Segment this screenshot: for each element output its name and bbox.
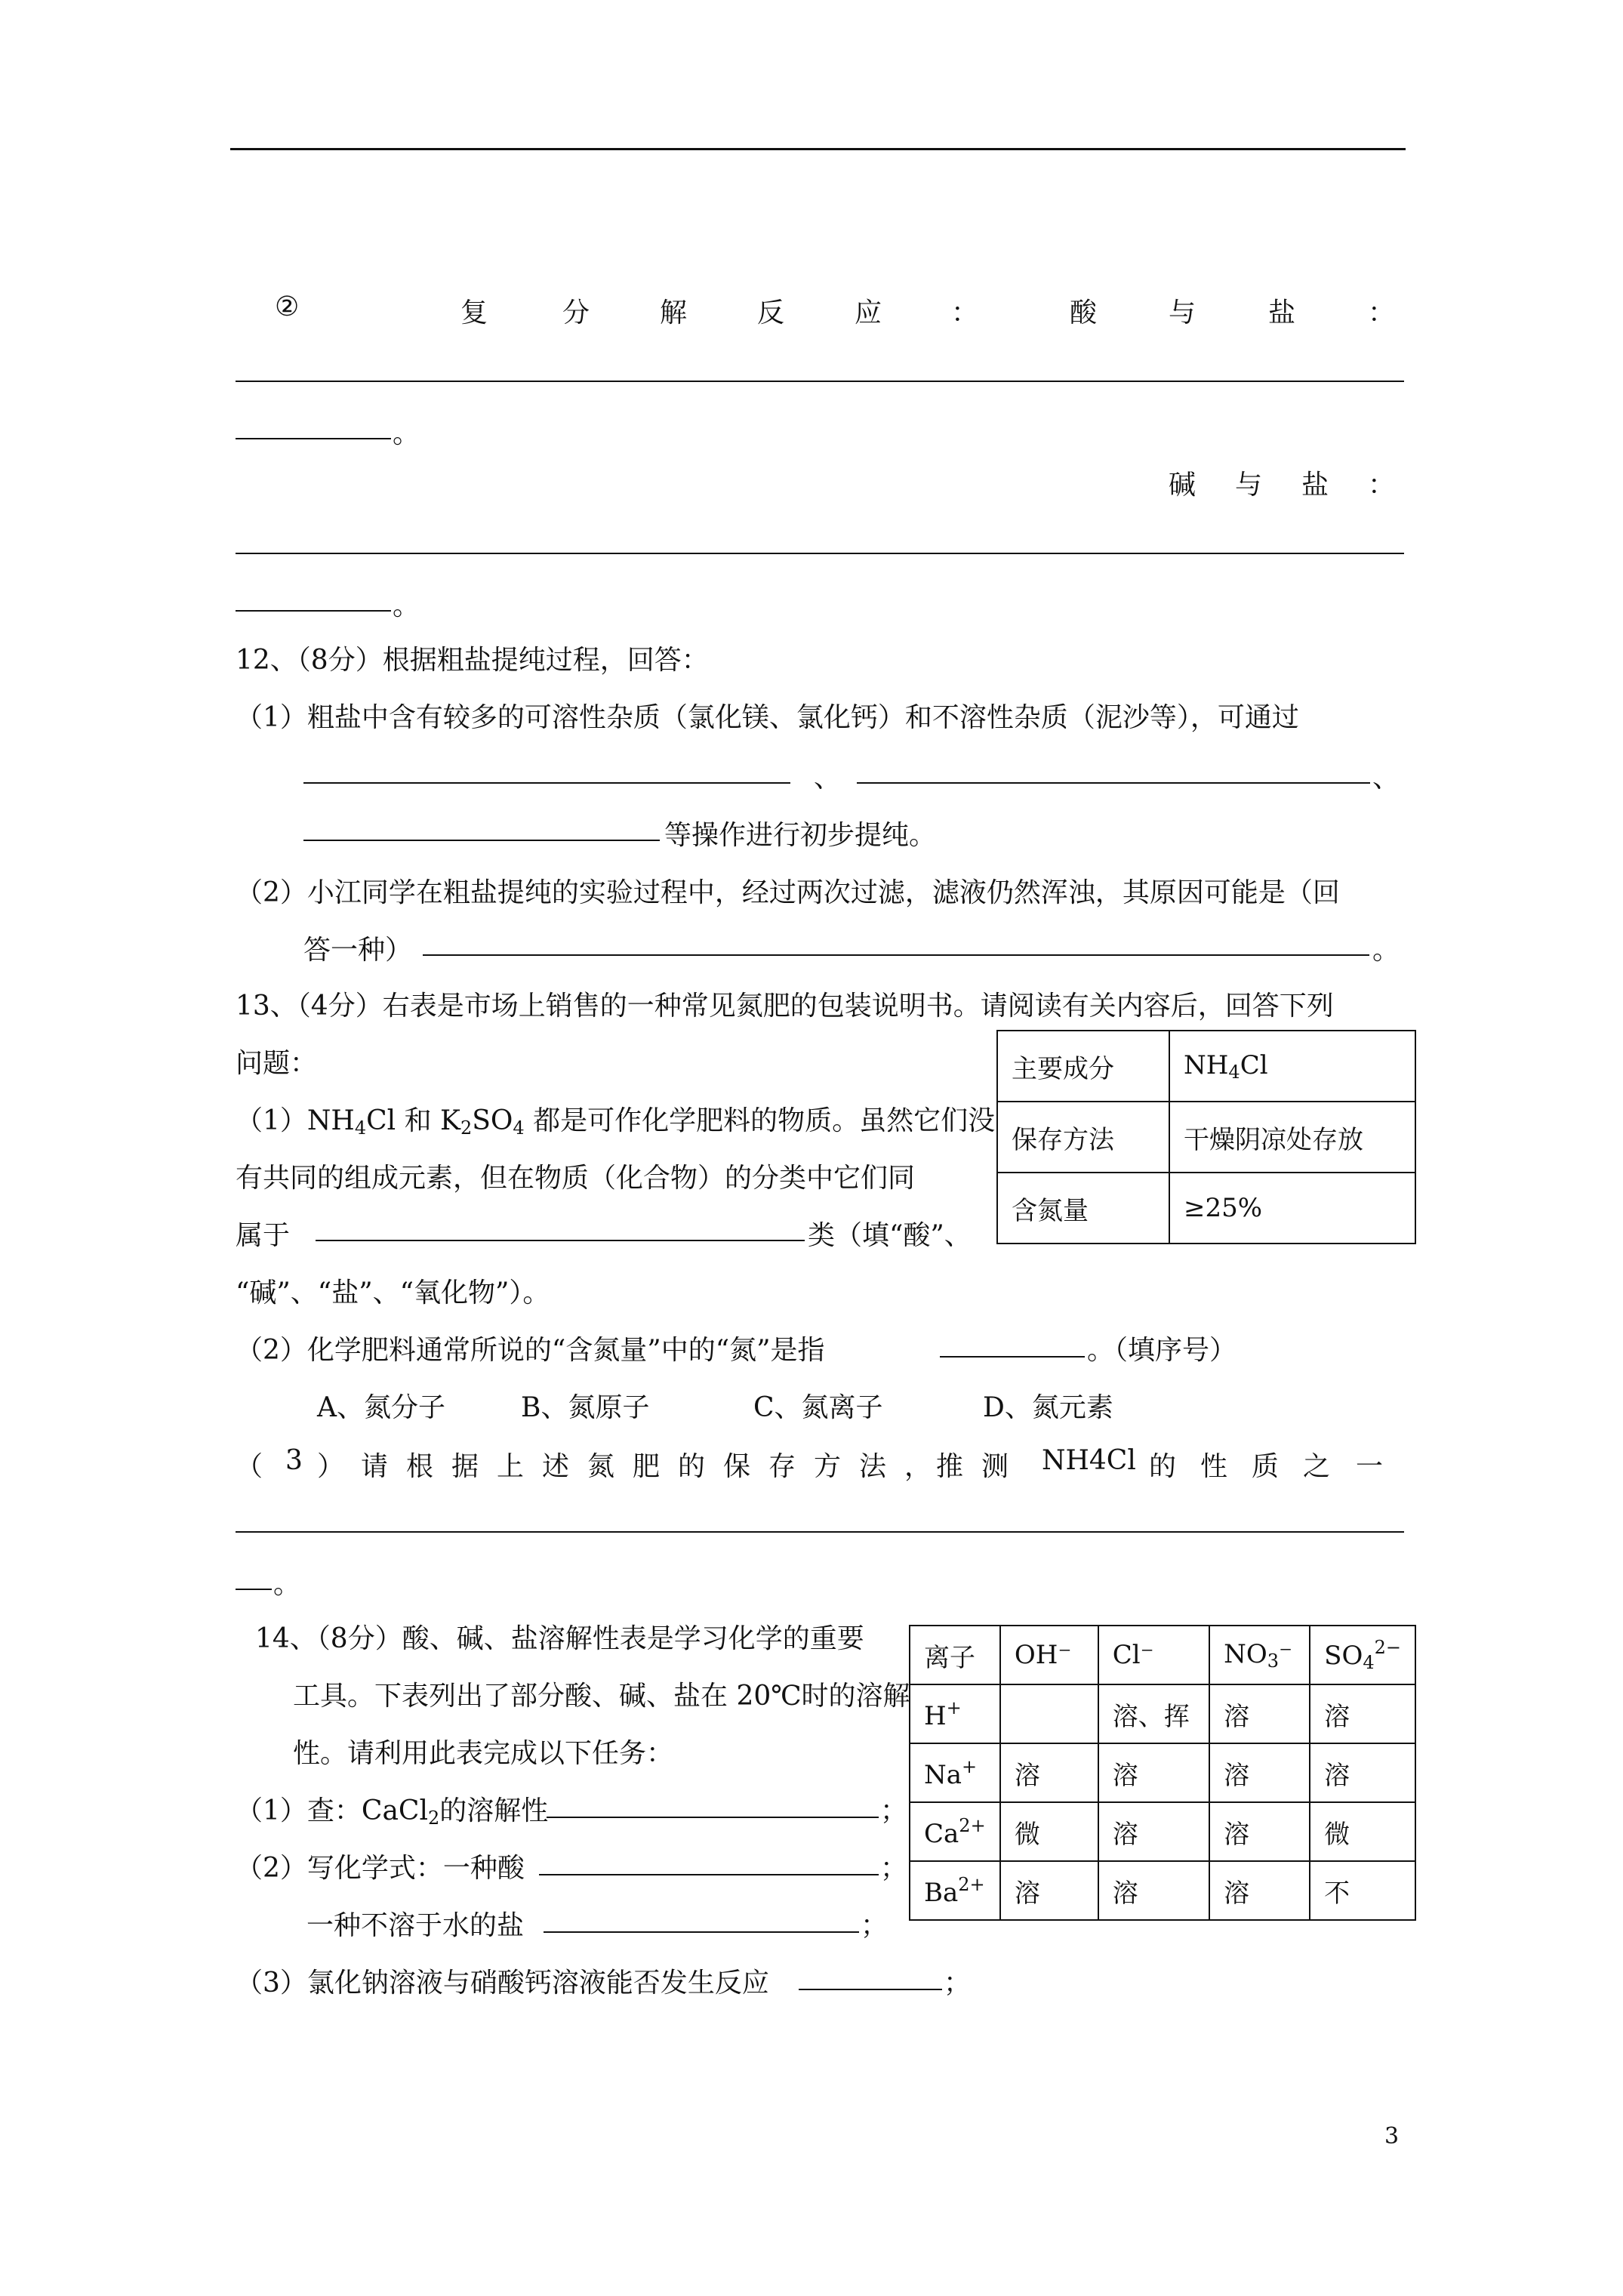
table-header: $SO_4^{2-}$	[1310, 1626, 1415, 1684]
q11-char: ：	[1368, 297, 1396, 328]
table-row	[910, 1684, 1415, 1743]
q13-p1-line4: “碱”、“盐”、“氧化物”）。	[236, 1277, 550, 1308]
q11-base-char: 碱	[1169, 470, 1196, 501]
ion-cell: $Ba^{2+}$	[910, 1861, 1000, 1920]
answer-line[interactable]	[539, 1874, 879, 1875]
q11-char: 酸	[1070, 297, 1098, 328]
q13-p3-char: ，	[904, 1451, 932, 1482]
semicolon: ；	[880, 1795, 908, 1826]
option-c: C、氮离子	[753, 1392, 883, 1423]
answer-line[interactable]	[236, 438, 391, 439]
answer-line[interactable]	[544, 1931, 859, 1933]
q11-base-char: 与	[1235, 470, 1263, 501]
table-cell: 溶、挥	[1098, 1684, 1209, 1743]
q13-p3-char: 据	[451, 1451, 479, 1482]
table-row	[910, 1861, 1415, 1920]
separator: 、	[1372, 763, 1400, 794]
table-cell: 溶	[1209, 1743, 1310, 1802]
table-cell: 微	[1310, 1802, 1415, 1861]
table-cell: 溶	[1098, 1743, 1209, 1802]
solubility-table	[909, 1625, 1416, 1921]
q13-p3-char: 存	[768, 1451, 796, 1482]
table-value: 干燥阴凉处存放	[1169, 1102, 1415, 1173]
semicolon: ；	[880, 1853, 908, 1884]
q13-p3-char: 请	[361, 1451, 389, 1482]
q13-p1: $(1)NH_4Cl$ 和 $K_2SO_4$ 都是可作化学肥料的物质。虽然它们没	[236, 1105, 996, 1139]
period: 。	[393, 590, 420, 621]
table-value: ≥25%	[1169, 1173, 1415, 1244]
table-row	[910, 1802, 1415, 1861]
period: 。	[273, 1569, 301, 1600]
q14-p1: （1）查：CaCl$_2$的溶解性	[236, 1795, 549, 1829]
q12-p1: （1）粗盐中含有较多的可溶性杂质（氯化镁、氯化钙）和不溶性杂质（泥沙等），可通过	[236, 702, 1299, 733]
table-header: $NO_3^-$	[1209, 1626, 1310, 1684]
period: 。	[1372, 935, 1400, 966]
q13-p3-char: 氮	[587, 1451, 615, 1482]
answer-line[interactable]	[316, 1240, 805, 1241]
table-header: OH⁻	[1000, 1626, 1098, 1684]
table-label: 含氮量	[997, 1173, 1169, 1244]
q13-p3-char: 测	[981, 1451, 1009, 1482]
answer-line[interactable]	[303, 782, 790, 784]
table-cell: 溶	[1000, 1743, 1098, 1802]
table-label: 保存方法	[997, 1102, 1169, 1173]
answer-line[interactable]	[236, 1589, 272, 1590]
q13-p3-char: 述	[542, 1451, 570, 1482]
semicolon: ；	[861, 1910, 888, 1941]
answer-line[interactable]	[547, 1817, 879, 1818]
q11-char: 反	[757, 297, 785, 328]
q12-p1-tail: 等操作进行初步提纯。	[664, 820, 937, 851]
q13-p3-char: 3	[285, 1445, 303, 1476]
table-header: Cl⁻	[1098, 1626, 1209, 1684]
q13-p1-line3b: 类（填“酸”、	[808, 1220, 972, 1251]
q13-p2: （2）化学肥料通常所说的“含氮量”中的“氮”是指	[236, 1335, 825, 1366]
ion-cell: $Ca^{2+}$	[910, 1802, 1000, 1861]
q13-p3-char: 保	[723, 1451, 751, 1482]
q11-char: 与	[1169, 297, 1196, 328]
q13-p1-line3a: 属于	[236, 1220, 291, 1251]
option-a: A、氮分子	[317, 1392, 445, 1423]
q12-title: 12、（8分）根据粗盐提纯过程，回答：	[236, 645, 709, 676]
q13-line2: 问题：	[236, 1048, 318, 1079]
q12-p2-line2: 答一种）	[303, 935, 413, 966]
q14-line2: 工具。下表列出了部分酸、碱、盐在 20℃时的溶解	[293, 1681, 910, 1712]
q11-char: 应	[855, 297, 882, 328]
answer-line[interactable]	[303, 840, 660, 841]
option-b: B、氮原子	[521, 1392, 650, 1423]
q13-p3-char: 的	[678, 1451, 706, 1482]
table-cell	[1000, 1684, 1098, 1743]
q13-p3-char: 方	[814, 1451, 842, 1482]
answer-line[interactable]	[940, 1356, 1085, 1358]
answer-line[interactable]	[236, 381, 1404, 382]
q14-p2b: 一种不溶于水的盐	[306, 1910, 525, 1941]
table-row	[910, 1743, 1415, 1802]
answer-line[interactable]	[423, 954, 1369, 956]
header-rule	[230, 148, 1406, 150]
q14-p3: （3）氯化钠溶液与硝酸钙溶液能否发生反应	[236, 1968, 769, 1999]
option-d: D、氮元素	[983, 1392, 1113, 1423]
answer-line[interactable]	[236, 1531, 1404, 1533]
answer-line[interactable]	[236, 610, 391, 612]
table-cell: 不	[1310, 1861, 1415, 1920]
q13-p1-line2: 有共同的组成元素，但在物质（化合物）的分类中它们同	[236, 1163, 916, 1194]
table-cell: 溶	[1209, 1684, 1310, 1743]
ion-cell: H+	[910, 1684, 1000, 1743]
table-cell: 溶	[1098, 1802, 1209, 1861]
q13-p3-char: 的	[1149, 1451, 1177, 1482]
table-cell: 溶	[1098, 1861, 1209, 1920]
answer-line[interactable]	[799, 1989, 942, 1990]
table-cell: 溶	[1310, 1684, 1415, 1743]
page-number: 3	[1384, 2123, 1400, 2150]
q11-base-char: 盐	[1301, 470, 1329, 501]
period: 。	[393, 418, 420, 449]
q14-p2: （2）写化学式：一种酸	[236, 1853, 525, 1884]
table-label: 主要成分	[997, 1031, 1169, 1102]
q11-marker: ②	[275, 291, 300, 322]
table-cell: 溶	[1000, 1861, 1098, 1920]
q13-p3-char: 肥	[633, 1451, 661, 1482]
q13-p3-char: 一	[1356, 1451, 1384, 1482]
q12-p2: （2）小江同学在粗盐提纯的实验过程中，经过两次过滤，滤液仍然浑浊，其原因可能是（回	[236, 877, 1340, 908]
q13-p3-char: 质	[1252, 1451, 1280, 1482]
q11-char: 分	[562, 297, 590, 328]
q13-p3-char: 法	[859, 1451, 887, 1482]
q13-p3-char: 推	[936, 1451, 964, 1482]
fertilizer-label-table	[996, 1030, 1416, 1244]
q13-title: 13、（4分）右表是市场上销售的一种常见氮肥的包装说明书。请阅读有关内容后，回答下列	[236, 991, 1334, 1022]
q11-char: 复	[460, 297, 488, 328]
table-cell: 溶	[1209, 1861, 1310, 1920]
answer-line[interactable]	[857, 782, 1370, 784]
q11-char: 盐	[1268, 297, 1296, 328]
q11-char: 解	[660, 297, 688, 328]
q11-char: ：	[951, 297, 979, 328]
table-cell: 微	[1000, 1802, 1098, 1861]
q13-p3-char: 上	[497, 1451, 525, 1482]
q14-line3: 性。请利用此表完成以下任务：	[293, 1738, 674, 1769]
table-value: $NH_4Cl$	[1169, 1031, 1415, 1102]
q13-p3-char: ）	[317, 1451, 345, 1482]
q13-p3-char: NH4Cl	[1042, 1445, 1136, 1476]
q11-base-char: ：	[1368, 470, 1396, 501]
semicolon: ；	[944, 1968, 972, 1999]
q14-title: 14、（8分）酸、碱、盐溶解性表是学习化学的重要	[255, 1623, 864, 1654]
q13-p3-char: （	[236, 1451, 263, 1482]
table-header: 离子	[910, 1626, 1000, 1684]
separator: 、	[814, 763, 842, 794]
q13-p3-char: 性	[1200, 1451, 1228, 1482]
answer-line[interactable]	[236, 553, 1404, 554]
table-cell: 溶	[1310, 1743, 1415, 1802]
table-cell: 溶	[1209, 1802, 1310, 1861]
q13-p3-char: 之	[1303, 1451, 1331, 1482]
ion-cell: Na+	[910, 1743, 1000, 1802]
q13-p3-char: 根	[406, 1451, 434, 1482]
q13-p2-tail: 。（填序号）	[1087, 1335, 1237, 1366]
